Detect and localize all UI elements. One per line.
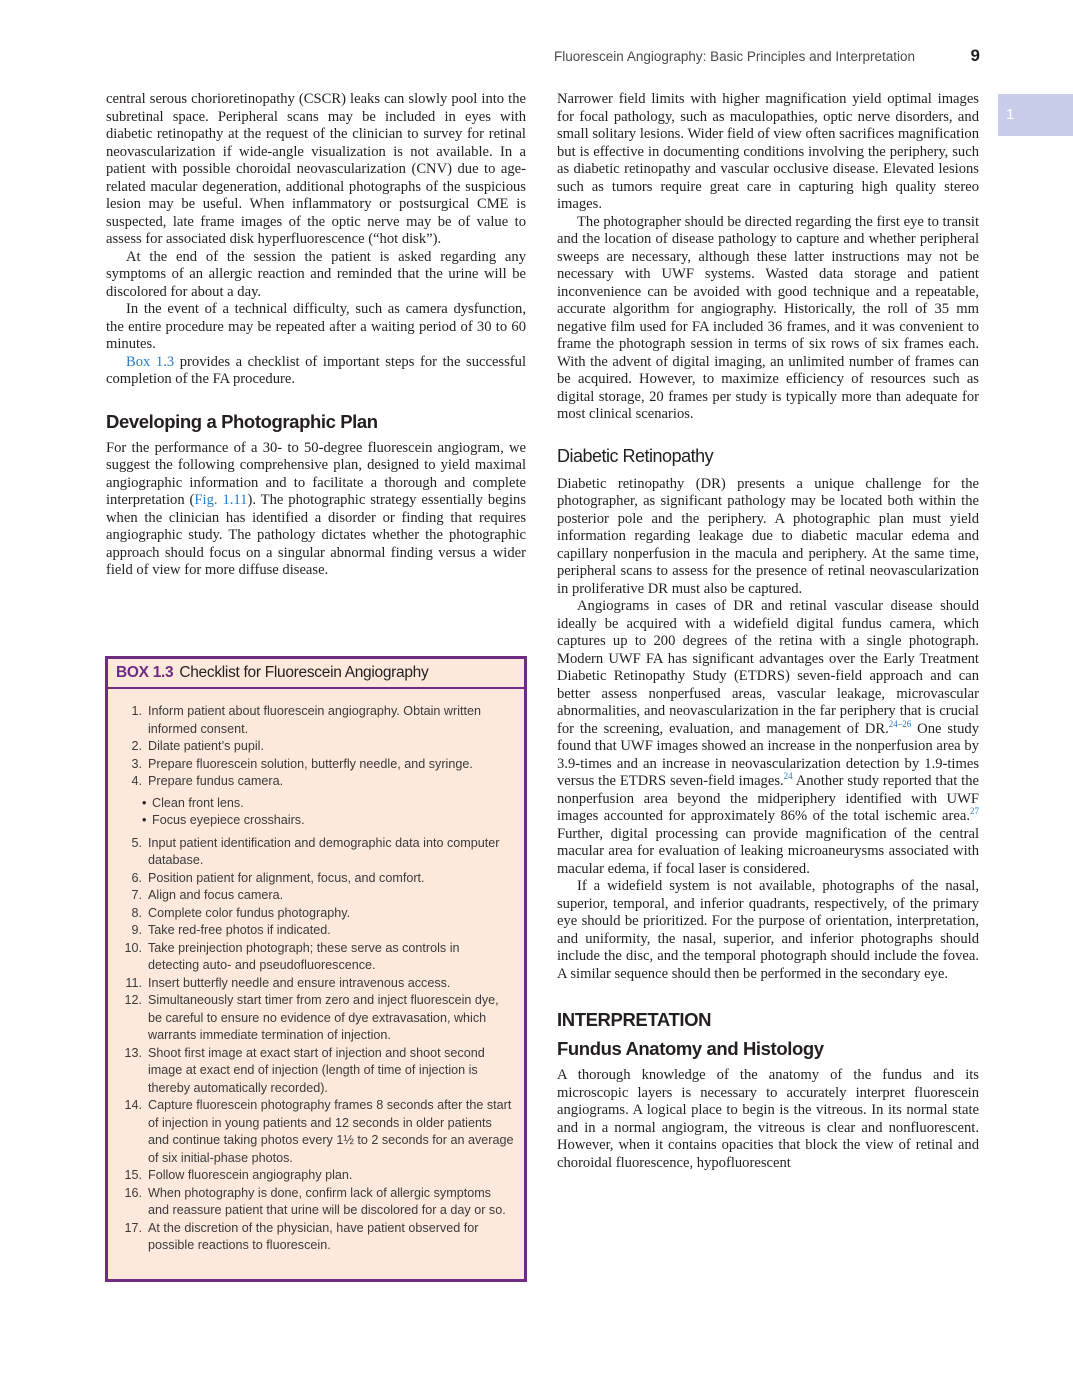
paragraph-text: Further, digital processing can provide magnification of the central macular area for evaluation of leaking microaneurysms associated with macular edema, if focal laser is considered. [557, 825, 979, 877]
page-number: 9 [970, 46, 980, 65]
citation-superscript[interactable]: 27 [970, 806, 979, 817]
checklist-item-text: Inform patient about fluorescein angiography. Obtain written informed consent. [148, 704, 481, 736]
paragraph [557, 598, 979, 878]
checklist [108, 835, 524, 1255]
chapter-tab [998, 94, 1073, 136]
checklist-item-number: 1. [131, 704, 142, 718]
checklist-item [116, 1045, 514, 1098]
checklist-item [116, 975, 514, 993]
checklist-item-text: Take preinjection photograph; these serve as controls in detecting auto- and pseudofluorescence. [148, 940, 460, 972]
checklist-item-number: 2. [131, 739, 142, 753]
paragraph-text: One study found that UWF images showed an increase in the nonperfusion area by 3.9-times and an increase in neovascularization detection by 1.9-times versus the ETDRS seven-field images. [557, 720, 979, 789]
paragraph-text: Angiograms in cases of DR and retinal vascular disease should ideally be acquired with a widefield digital fundus camera, which captures up to 200 degrees of the retina with a single photograph. Modern UWF FA has significant advantages over the Early Treatment Diabetic Retinopathy Study (ETDRS) seven-field approach and can better assess nonperfused areas, vascular leakage, microvascular abnormalities, and neovascularization in the far periphery that is crucial for the screening, evaluation, and management of DR. [557, 598, 979, 737]
paragraph [106, 440, 526, 580]
paragraph: If a widefield system is not available, photographs of the nasal, superior, temporal, and inferior quadrants, respectively, of the primary eye should be prioritized. For the purpose of orientation, interpretation, and uniformity, the nasal, superior, and inferior photographs should include the disc, and the temporal photograph should include the fovea. A similar sequence should then be performed in the secondary eye. [557, 878, 979, 982]
paragraph: central serous chorioretinopathy (CSCR) leaks can slowly pool into the subretinal space. Peripheral scans may be included in eyes with diabetic retinopathy at the request of the clinician to survey for retinal neovascularization if wide-angle visualization is not available. In a patient with possible choroidal neovascularization (CNV) due to age-related macular degeneration, additional photographs of the suspicious lesion may be useful. When inflammatory or postsurgical CME is suspected, late frame images of the optic nerve may be of value to assess for associated disk hyperfluorescence (“hot disk”). [106, 91, 526, 247]
checklist-item-number: 4. [131, 774, 142, 788]
checklist-item [116, 738, 514, 756]
checklist [108, 689, 524, 791]
checklist-item-text: Simultaneously start timer from zero and inject fluorescein dye, be careful to ensure no evidence of dye extravasation, which warrants immediate termination of injection. [148, 993, 499, 1042]
checklist-item-text: Prepare fundus camera. [148, 774, 284, 788]
checklist-item-text: Follow fluorescein angiography plan. [148, 1168, 353, 1182]
checklist-item [116, 887, 514, 905]
checklist-item [116, 835, 514, 870]
box-header [108, 659, 524, 689]
checklist-item [116, 756, 514, 774]
checklist-item-number: 10. [124, 940, 142, 955]
checklist-item-text: Take red-free photos if indicated. [148, 923, 331, 937]
box-title: Checklist for Fluorescein Angiography [179, 664, 429, 681]
checklist-subitem: • Clean front lens. [142, 795, 524, 813]
paragraph-text: ). The photographic strategy essentially begins when the clinician has identified a disorder or finding that requires angiographic study. The pathology dictates whether the photographic approach should focus on a singular abnormal finding versus a wider field of view for more diffuse disease. [106, 492, 527, 578]
checklist-item [116, 1185, 514, 1220]
figure-reference-link[interactable]: Fig. 1.11 [194, 492, 248, 508]
checklist-item [116, 703, 514, 738]
section-heading: Fundus Anatomy and Histology [557, 1038, 824, 1059]
right-column [557, 91, 979, 1172]
checklist-item-text: At the discretion of the physician, have patient observed for possible reactions to fluorescein. [148, 1220, 479, 1252]
paragraph: A thorough knowledge of the anatomy of the fundus and its microscopic layers is necessary to accurately interpret fluorescein angiograms. A logical place to begin is the vitreous. In its normal state and in a normal angiogram, the vitreous is clear and nonfluorescent. However, when it contains opacities that block the view of retinal and choroidal fluorescence, hypofluorescent [557, 1067, 979, 1171]
checklist-item-text: Capture fluorescein photography frames 8 seconds after the start of injection in young patients and 12 seconds in older patients and continue taking photos every 1½ to 2 seconds for an average of six initial-phase photos. [148, 1098, 514, 1165]
paragraph-text: For the performance of a 30- to 50-degree fluorescein angiogram, we suggest the following comprehensive plan, designed to yield maximal angiographic information and to facilitate a thorough and complete interpretation ( [106, 439, 526, 508]
checklist-item-number: 13. [124, 1045, 142, 1060]
checklist-item-number: 14. [124, 1098, 142, 1112]
checklist-item-number: 17. [124, 1220, 142, 1235]
checklist-item-number: 9. [131, 923, 142, 937]
checklist-item-number: 5. [131, 835, 142, 850]
checklist-item [116, 1220, 514, 1255]
left-column [106, 91, 526, 580]
checklist-item [116, 905, 514, 923]
checklist-item-text: Insert butterfly needle and ensure intravenous access. [148, 975, 451, 990]
checklist-item [116, 1097, 514, 1167]
checklist-item-text: Prepare fluorescein solution, butterfly needle, and syringe. [148, 756, 473, 771]
checklist-item [116, 773, 514, 791]
section-heading: INTERPRETATION [557, 1009, 712, 1030]
checklist-box [105, 656, 527, 1282]
checklist-item-text: Position patient for alignment, focus, and comfort. [148, 870, 425, 885]
section-heading: Developing a Photographic Plan [106, 410, 378, 432]
box-label: BOX 1.3 [116, 664, 174, 681]
checklist-item [116, 870, 514, 888]
checklist-item-text: Dilate patient’s pupil. [148, 739, 264, 753]
checklist-subitem: • Focus eyepiece crosshairs. [142, 812, 524, 830]
paragraph: Narrower field limits with higher magnification yield optimal images for focal pathology, such as maculopathies, optic nerve disorders, and small solitary lesions. Wider field of view often sacrifices magnification but is effective in documenting conditions involving the periphery, such as diabetic retinopathy and vascular occlusive disease. Elevated lesions such as tumors require great care in capturing high quality stereo images. [557, 91, 979, 212]
checklist-item-text: Align and focus camera. [148, 888, 284, 902]
checklist-item-number: 3. [131, 756, 142, 771]
checklist-item-number: 8. [131, 905, 142, 920]
checklist-item-text: Shoot first image at exact start of injection and shoot second image at exact end of injection (length of time of injection is thereby automatically recorded). [148, 1045, 485, 1095]
checklist-item-number: 16. [124, 1185, 142, 1200]
checklist-item [116, 1167, 514, 1185]
box-reference-link[interactable]: Box 1.3 [126, 353, 175, 370]
checklist-item-text: Input patient identification and demographic data into computer database. [148, 835, 500, 867]
checklist-item [116, 922, 514, 940]
checklist-item [116, 992, 514, 1045]
checklist-item-number: 15. [124, 1168, 142, 1182]
checklist-item-number: 11. [125, 975, 142, 990]
citation-superscript[interactable]: 24 [783, 771, 793, 782]
checklist-item-number: 7. [131, 888, 142, 902]
checklist-item-text: When photography is done, confirm lack of allergic symptoms and reassure patient that urine will be discolored for a day or so. [148, 1185, 506, 1217]
checklist-item [116, 940, 514, 975]
checklist-item-text: Complete color fundus photography. [148, 905, 351, 920]
checklist-sublist [108, 795, 524, 830]
paragraph [106, 354, 526, 389]
citation-superscript[interactable]: 24–26 [888, 718, 912, 729]
paragraph: In the event of a technical difficulty, such as camera dysfunction, the entire procedure may be repeated after a waiting period of 30 to 60 minutes. [106, 301, 526, 352]
chapter-tab-number: 1 [1006, 106, 1015, 123]
checklist-item-number: 6. [131, 870, 142, 885]
paragraph-text: provides a checklist of important steps for the successful completion of the FA procedure. [106, 353, 527, 387]
paragraph: At the end of the session the patient is asked regarding any symptoms of an allergic reaction and reminded that the urine will be discolored for about a day. [106, 248, 526, 300]
paragraph: Diabetic retinopathy (DR) presents a unique challenge for the photographer, as significant pathology may be located both within the posterior pole and the periphery. A photographic plan must yield information regarding leakage due to diabetic macular edema and capillary nonperfusion in the macula and periphery. At the same time, peripheral scans to assess for the presence of retinal neovascularization in proliferative DR must also be captured. [557, 475, 979, 597]
checklist-item-number: 12. [124, 993, 142, 1007]
paragraph: The photographer should be directed regarding the first eye to transit and the location of disease pathology to capture and whether peripheral sweeps are necessary, although these latter instructions may not be necessary with UWF systems. Wasted data storage and patient inconvenience can be avoided with good technique and a repeatable, accurate algorithm for angiography. Historically, the roll of 35 mm negative film used for FA included 36 frames, and it was convenient to frame the photograph session in terms of six rows of six frames each. With the advent of digital imaging, an unlimited number of frames can be acquired. However, to maximize efficiency of resources such as digital storage, 20 frames per study is typically more than adequate for most clinical scenarios. [557, 213, 980, 422]
subsection-heading: Diabetic Retinopathy [557, 445, 714, 466]
paragraph-text: Another study reported that the nonperfusion area beyond the midperiphery identified with UWF images accounted for approximately 86% of the total ischemic area. [557, 773, 979, 824]
running-head: Fluorescein Angiography: Basic Principles and Interpretation [554, 49, 915, 64]
